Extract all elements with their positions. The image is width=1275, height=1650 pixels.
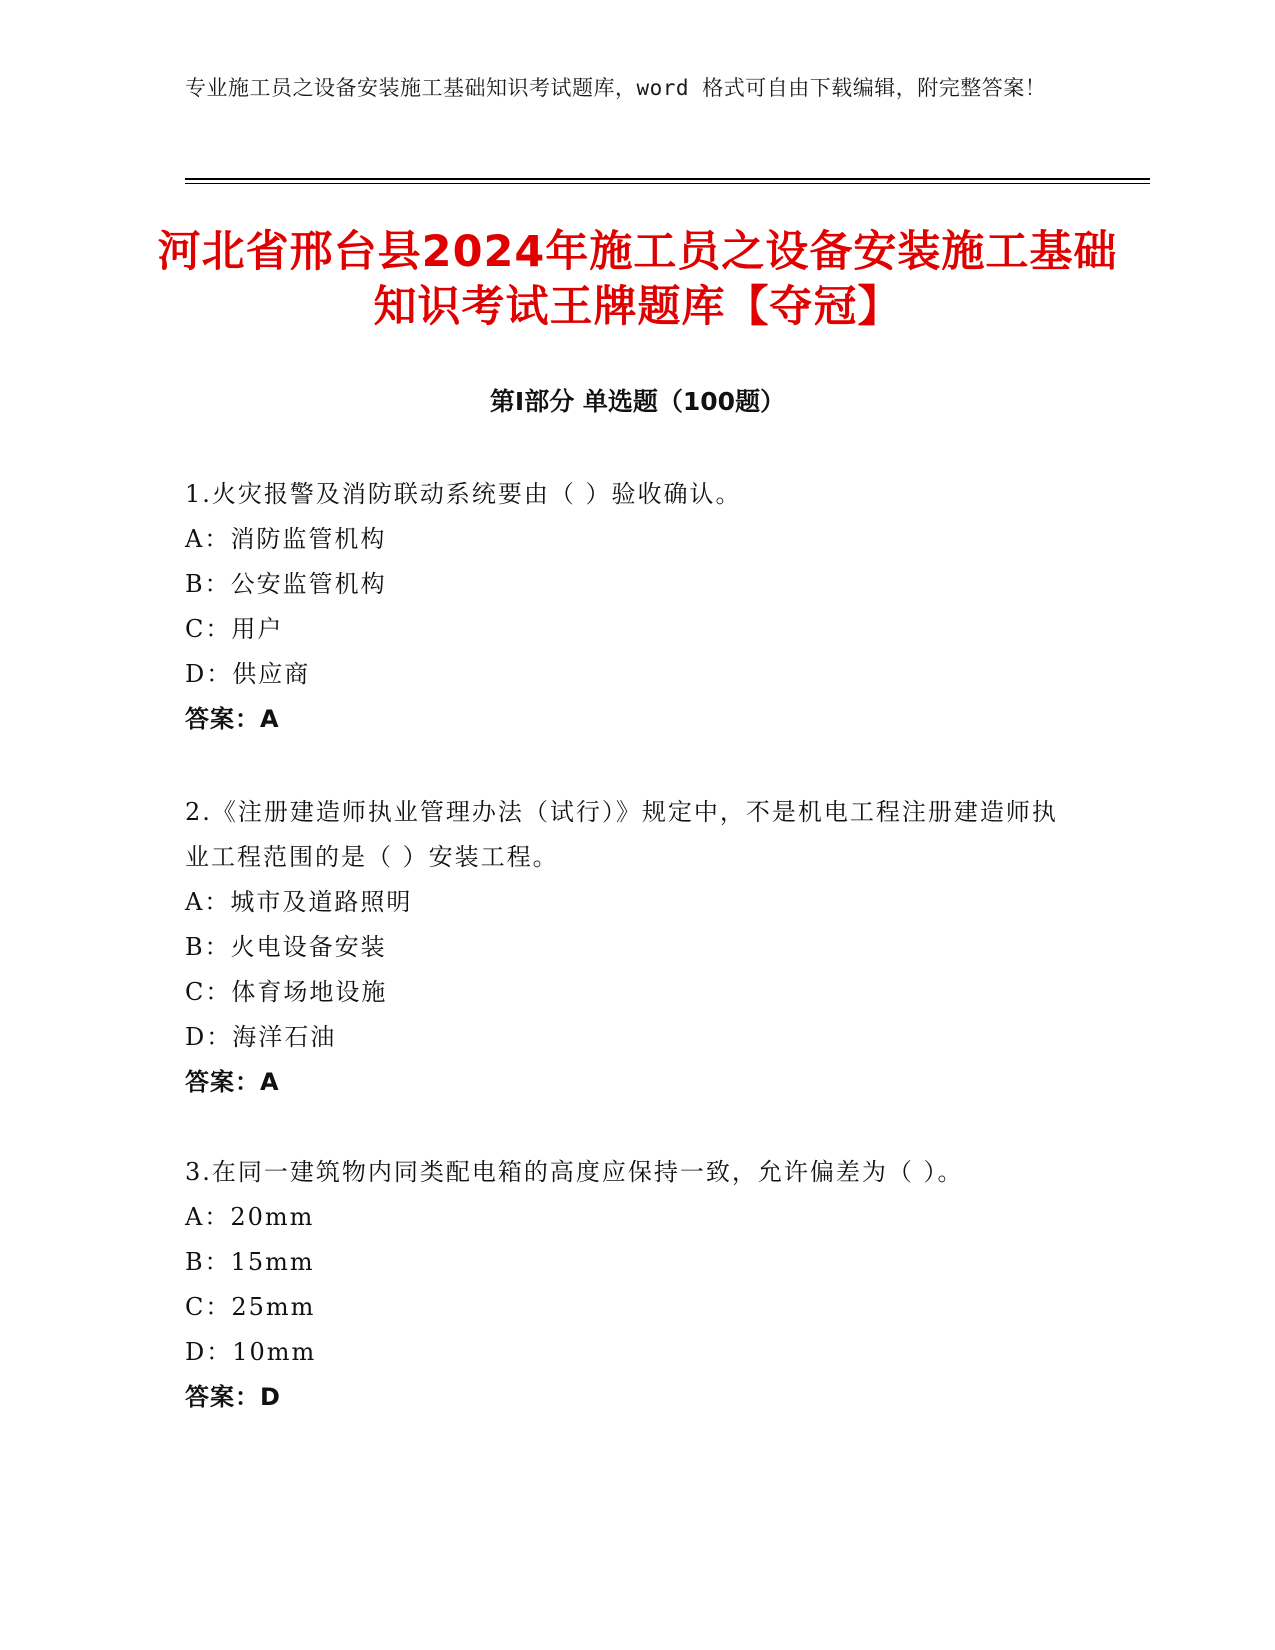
question-2	[185, 790, 1065, 1105]
answer: 答案：A	[185, 1068, 280, 1096]
option-c: C：体育场地设施	[185, 978, 388, 1006]
option-d: D：海洋石油	[185, 1023, 337, 1051]
question-1	[185, 472, 1065, 742]
question-stem: 3.在同一建筑物内同类配电箱的高度应保持一致，允许偏差为（ ）。	[185, 1158, 964, 1186]
option-b: B：15mm	[185, 1248, 315, 1276]
header-divider-thin	[185, 183, 1150, 184]
answer: 答案：D	[185, 1383, 281, 1411]
answer: 答案：A	[185, 705, 280, 733]
option-a: A：城市及道路照明	[185, 888, 413, 916]
option-d: D：10mm	[185, 1338, 317, 1366]
question-3	[185, 1150, 1065, 1420]
option-a: A：20mm	[185, 1203, 315, 1231]
option-d: D：供应商	[185, 660, 311, 688]
section-heading: 第Ⅰ部分 单选题（100题）	[489, 387, 786, 416]
option-c: C：25mm	[185, 1293, 316, 1321]
option-a: A：消防监管机构	[185, 525, 387, 553]
option-b: B：火电设备安装	[185, 933, 387, 961]
question-stem: 2.《注册建造师执业管理办法（试行）》规定中，不是机电工程注册建造师执业工程范围的是（ ）安装工程。	[185, 798, 1058, 871]
header-note: 专业施工员之设备安装施工基础知识考试题库，word 格式可自由下载编辑，附完整答案！	[185, 76, 1047, 100]
document-title: 河北省邢台县2024年施工员之设备安装施工基础知识考试王牌题库【夺冠】	[157, 227, 1118, 332]
header-divider-thick	[185, 178, 1150, 180]
question-stem: 1.火灾报警及消防联动系统要由（ ）验收确认。	[185, 480, 742, 508]
option-b: B：公安监管机构	[185, 570, 387, 598]
option-c: C：用户	[185, 615, 284, 643]
